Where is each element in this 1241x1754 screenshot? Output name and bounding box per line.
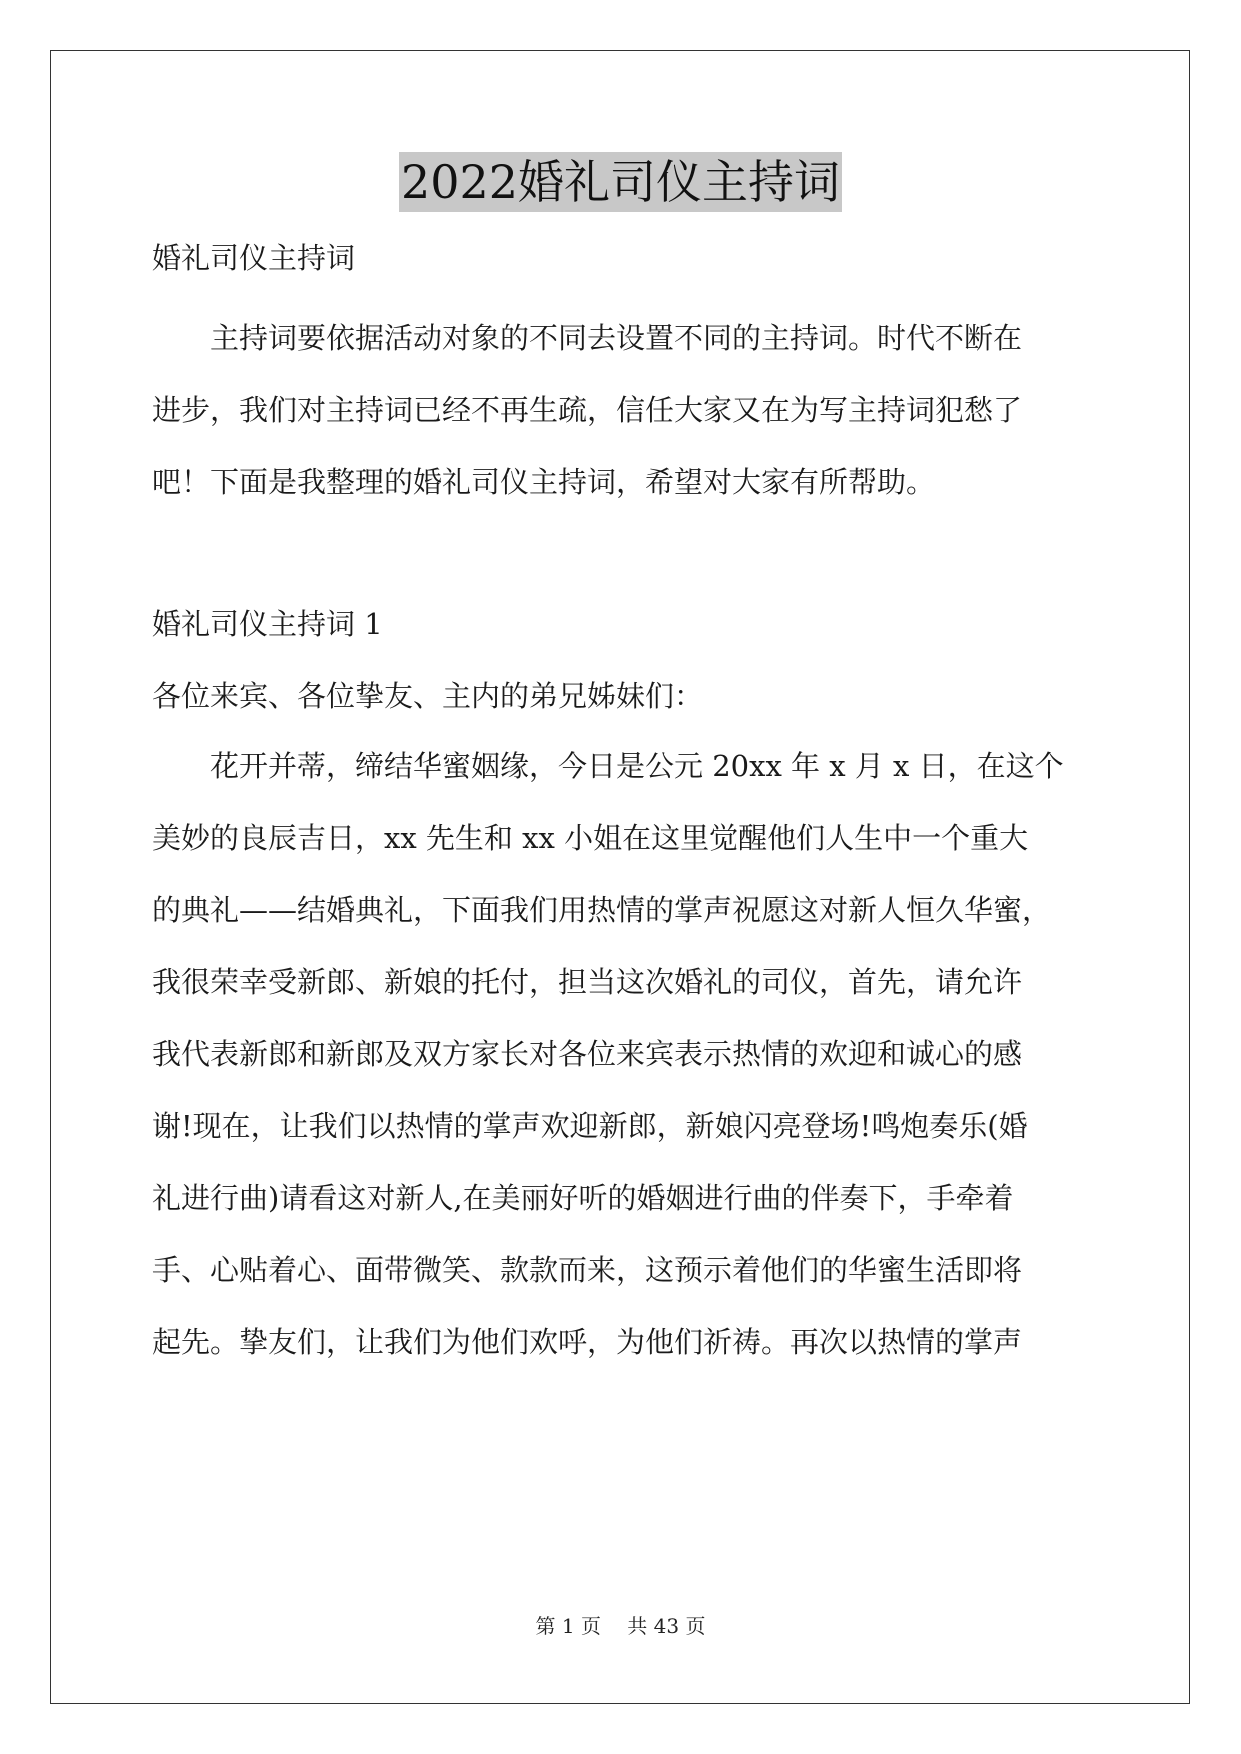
body-line: 手、心贴着心、面带微笑、款款而来，这预示着他们的华蜜生活即将 — [152, 1253, 1023, 1287]
page-footer: 第 1 页 共 43 页 — [535, 1614, 706, 1638]
document-title: 2022婚礼司仪主持词 — [399, 152, 842, 212]
intro-line: 吧！下面是我整理的婚礼司仪主持词，希望对大家有所帮助。 — [152, 465, 936, 499]
body-line: 礼进行曲)请看这对新人,在美丽好听的婚姻进行曲的伴奏下，手牵着 — [152, 1181, 1014, 1215]
title-container — [0, 152, 1241, 212]
page-border — [50, 50, 1190, 1704]
subtitle: 婚礼司仪主持词 — [152, 241, 356, 275]
greeting-line: 各位来宾、各位挚友、主内的弟兄姊妹们： — [152, 679, 704, 713]
body-line: 起先。挚友们，让我们为他们欢呼，为他们祈祷。再次以热情的掌声 — [152, 1325, 1023, 1359]
body-line: 我代表新郎和新郎及双方家长对各位来宾表示热情的欢迎和诚心的感 — [152, 1037, 1023, 1071]
intro-line: 主持词要依据活动对象的不同去设置不同的主持词。时代不断在 — [152, 321, 1023, 355]
body-line: 美妙的良辰吉日，xx 先生和 xx 小姐在这里觉醒他们人生中一个重大 — [152, 821, 1029, 855]
section-heading: 婚礼司仪主持词 1 — [152, 607, 383, 641]
body-line: 的典礼——结婚典礼，下面我们用热情的掌声祝愿这对新人恒久华蜜， — [152, 893, 1052, 927]
body-line: 谢!现在，让我们以热情的掌声欢迎新郎，新娘闪亮登场!鸣炮奏乐(婚 — [152, 1109, 1028, 1143]
body-line: 花开并蒂，缔结华蜜姻缘，今日是公元 20xx 年 x 月 x 日，在这个 — [152, 749, 1064, 783]
intro-line: 进步，我们对主持词已经不再生疏，信任大家又在为写主持词犯愁了 — [152, 393, 1023, 427]
body-line: 我很荣幸受新郎、新娘的托付，担当这次婚礼的司仪，首先，请允许 — [152, 965, 1023, 999]
